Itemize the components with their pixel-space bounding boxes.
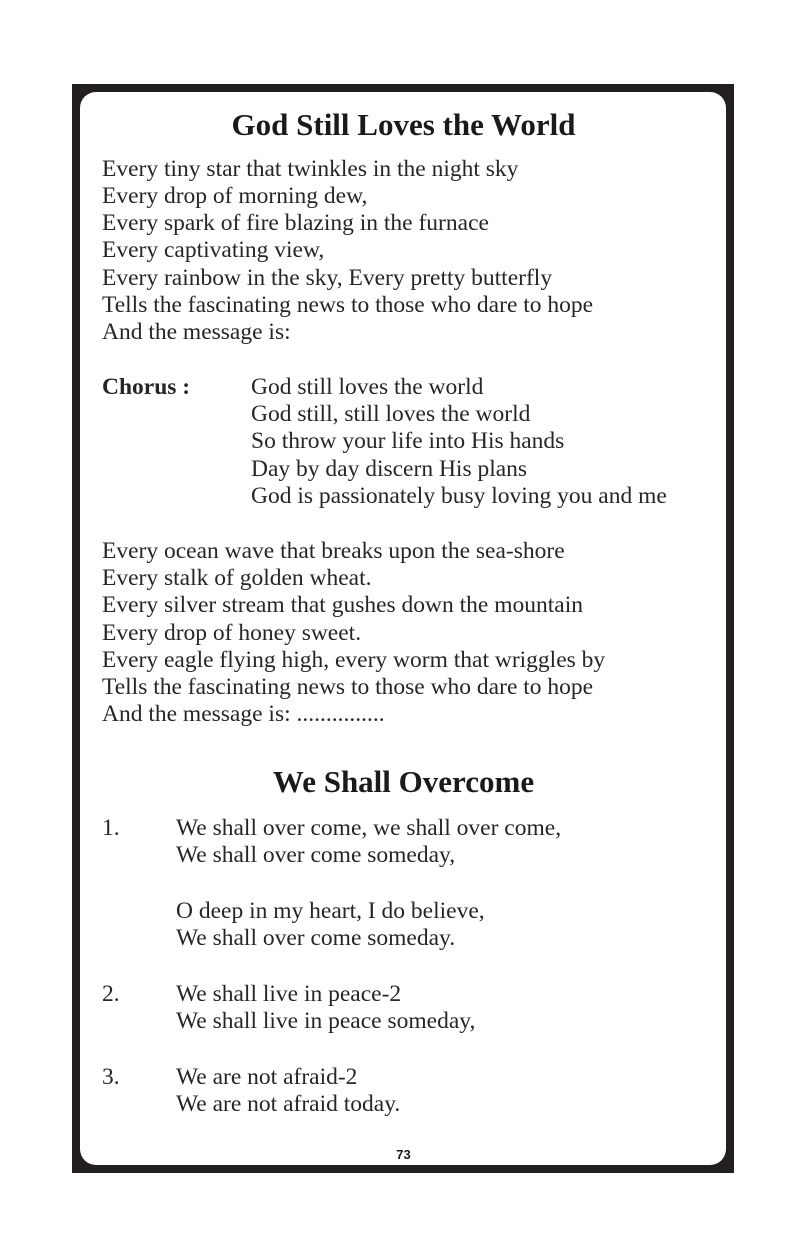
verse-line: Every ocean wave that breaks upon the sea-shore bbox=[102, 538, 565, 564]
chorus-line: Day by day discern His plans bbox=[251, 456, 528, 482]
verse-line: Every spark of fire blazing in the furnace bbox=[102, 210, 489, 236]
stanza-line: We shall over come someday. bbox=[176, 925, 456, 951]
chorus-line: God still, still loves the world bbox=[251, 401, 531, 427]
verse-line: Tells the fascinating news to those who dare to hope bbox=[102, 292, 594, 318]
verse-line: And the message is: ............... bbox=[102, 701, 385, 727]
chorus-line: God is passionately busy loving you and me bbox=[251, 483, 667, 509]
chorus-line: God still loves the world bbox=[251, 374, 484, 400]
stanza-line: We are not afraid-2 bbox=[176, 1064, 358, 1090]
song-title: We Shall Overcome bbox=[272, 764, 535, 799]
verse-line: Every drop of morning dew, bbox=[102, 183, 368, 209]
stanza-line: We shall over come, we shall over come, bbox=[176, 815, 562, 841]
verse-line: Every stalk of golden wheat. bbox=[102, 565, 372, 591]
stanza-line: We shall live in peace-2 bbox=[176, 981, 402, 1007]
page-number: 73 bbox=[396, 1147, 411, 1162]
stanza-line: We are not afraid today. bbox=[176, 1091, 401, 1117]
verse-line: Every rainbow in the sky, Every pretty butterfly bbox=[102, 265, 553, 291]
verse-line: Tells the fascinating news to those who dare to hope bbox=[102, 674, 594, 700]
verse-line: Every captivating view, bbox=[102, 237, 325, 263]
stanza-line: O deep in my heart, I do believe, bbox=[176, 898, 485, 924]
verse-line: And the message is: bbox=[102, 319, 291, 345]
verse-line: Every eagle flying high, every worm that wriggles by bbox=[102, 647, 606, 673]
song-title: God Still Loves the World bbox=[231, 107, 576, 142]
stanza-number: 2. bbox=[102, 981, 120, 1007]
chorus-label: Chorus : bbox=[102, 374, 191, 400]
verse-line: Every tiny star that twinkles in the night sky bbox=[102, 156, 519, 182]
stanza-number: 3. bbox=[102, 1064, 120, 1090]
stanza-number: 1. bbox=[102, 815, 120, 841]
verse-line: Every drop of honey sweet. bbox=[102, 620, 362, 646]
stanza-line: We shall live in peace someday, bbox=[176, 1008, 476, 1034]
chorus-line: So throw your life into His hands bbox=[251, 428, 565, 454]
verse-line: Every silver stream that gushes down the mountain bbox=[102, 592, 583, 618]
stanza-line: We shall over come someday, bbox=[176, 842, 456, 868]
